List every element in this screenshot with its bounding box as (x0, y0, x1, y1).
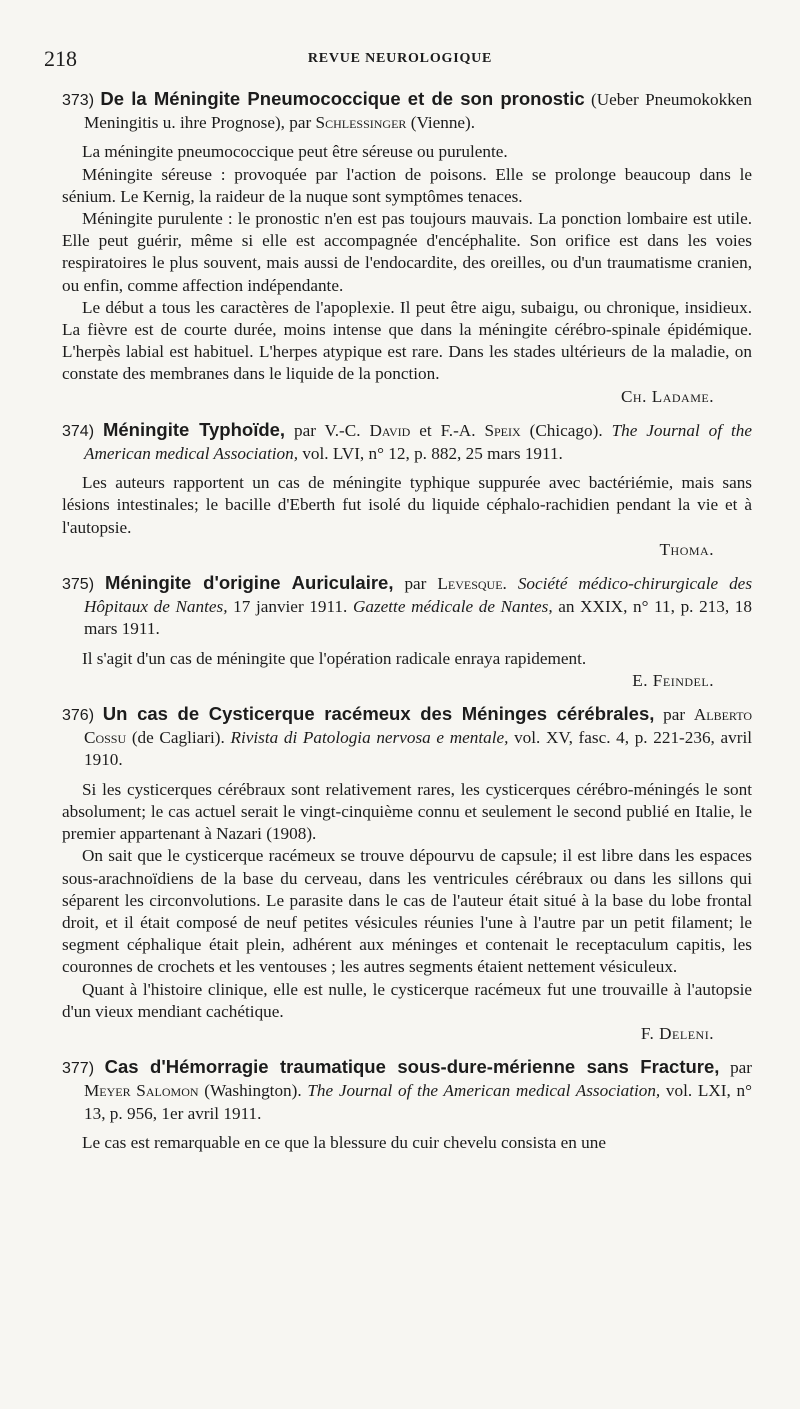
entry-heading (62, 1056, 752, 1125)
abstract-entry-375 (62, 572, 752, 692)
entry-heading (62, 419, 752, 465)
entry-citation: par (393, 574, 438, 594)
paragraph: Méningite séreuse : provoquée par l'action de poisons. Elle se prolonge beaucoup dans le sénium. Le Kernig, la raideur de la nuque sont symptômes tenaces. (62, 164, 752, 206)
paragraph: Les auteurs rapportent un cas de méningite typhique suppurée avec bactériémie, mais sans lésions intestinales; le bacille d'Eberth fut isolé du liquide céphalo-rachidien pendant la vie et à l'autopsie. (62, 473, 752, 537)
signature: E. Feindel. (632, 670, 714, 690)
entry-heading (62, 88, 752, 134)
entry-citation: par (719, 1058, 753, 1078)
entry-citation: par (654, 705, 694, 725)
entry-citation: et F.-A. (410, 420, 485, 440)
entry-citation: vol. LVI, n° 12, p. 882, 25 mars 1911. (298, 444, 563, 464)
entry-source: The Journal of the American medical Association, (307, 1081, 661, 1101)
entry-citation: vol. LXI, n° 13, p. 956, 1er avril 1911. (84, 1081, 752, 1123)
entry-number: 375) (62, 576, 95, 594)
entry-number: 373) (62, 92, 95, 109)
paragraph: Si les cysticerques cérébraux sont relativement rares, les cysticerques cérébro-méningés le sont absolument; le cas actuel serait le vingt-cinquième connu et seulement le second publié en Italie, le premier appartenant à Nazari (1908). (62, 779, 752, 844)
entry-citation: 17 janvier 1911. (227, 597, 353, 617)
entry-citation: (Washington). (198, 1081, 308, 1101)
entry-citation: (Ueber Pneumokokken Meningitis u. ihre Prognose), par (84, 90, 753, 133)
page-number: 218 (44, 46, 77, 71)
entry-citation: an XXIX, n° 11, p. 213, 18 mars 1911. (84, 597, 752, 639)
entry-title: Cas d'Hémorragie traumatique sous-dure-mérienne sans Fracture, (104, 1056, 720, 1078)
entry-citation: . (502, 574, 518, 594)
paragraph: On sait que le cysticerque racémeux se trouve dépourvu de capsule; il est libre dans les espaces sous-arachnoïdiens de la base du cerveau, dans les ventricules cérébraux ou dans les sillons qui séparent les circonvolutions. Le parasite dans le cas de l'auteur était situé à la base du lobe frontal droit, et il était composé de neuf petites vésicules réunies l'une à l'autre par un petit filament; le segment céphalique était plein, adhérent aux méninges et contenait le receptaculum capitis, les couronnes de crochets et les ventouses ; les autres segments étaient nettement vésiculeux. (62, 846, 752, 977)
entry-citation: (Chicago). (520, 420, 612, 440)
entry-source: Rivista di Patologia nervosa e mentale, (230, 728, 509, 748)
entry-number: 377) (62, 1060, 95, 1078)
entry-heading (62, 572, 752, 641)
entry-citation: (Vienne). (406, 113, 476, 133)
entry-author: Schlessinger (315, 113, 407, 133)
entry-title: Méningite Typhoïde, (102, 418, 286, 440)
paragraph: Le cas est remarquable en ce que la blessure du cuir chevelu consista en une (82, 1132, 606, 1152)
paragraph: Quant à l'histoire clinique, elle est nulle, le cysticerque racémeux fut une trouvaille à l'autopsie d'un vieux mendiant cachétique. (62, 979, 752, 1021)
entry-author: Alberto Cossu (84, 705, 752, 748)
paragraph: Méningite purulente : le pronostic n'en est pas toujours mauvais. La ponction lombaire est utile. Elle peut guérir, même si elle est accompagnée d'encéphalite. Son orifice est dans les voies respiratoires le plus souvent, mais aussi de l'endocardite, des oreilles, ou d'un traumatisme cranien, ou enfin, comme affection indépendante. (62, 209, 752, 295)
entry-title: Méningite d'origine Auriculaire, (105, 572, 394, 594)
paragraph: Le début a tous les caractères de l'apoplexie. Il peut être aigu, subaigu, ou chronique, insidieux. La fièvre est de courte durée, moins intense que dans la méningite cérébro-spinale épidémique. L'herpès labial est habituel. L'herpes atypique est rare. Dans les stades ultérieurs de la maladie, on constate des membranes dans le liquide de la ponction. (62, 297, 752, 384)
entry-source: Gazette médicale de Nantes, (352, 597, 553, 617)
entry-citation: (de Cagliari). (126, 728, 231, 748)
journal-title: REVUE NEUROLOGIQUE (307, 51, 493, 66)
paragraph: Il s'agit d'un cas de méningite que l'opération radicale enraya rapidement. (82, 648, 587, 668)
abstract-entry-374 (62, 419, 752, 561)
abstract-entry-376 (62, 703, 752, 1045)
entry-author: David (369, 420, 411, 440)
signature: Ch. Ladame. (620, 386, 714, 406)
entry-citation: par V.-C. (285, 420, 370, 440)
entry-author: Levesque (437, 574, 503, 594)
entry-author: Speix (484, 420, 521, 440)
article-body (62, 88, 752, 1165)
paragraph: La méningite pneumococcique peut être séreuse ou purulente. (82, 142, 508, 162)
signature: F. Deleni. (640, 1023, 714, 1043)
entry-citation: vol. XV, fasc. 4, p. 221-236, avril 1910. (84, 728, 752, 770)
entry-author: Meyer Salomon (84, 1081, 199, 1101)
signature: Thoma. (659, 539, 714, 559)
entry-number: 376) (62, 707, 95, 725)
abstract-entry-373 (62, 88, 752, 408)
abstract-entry-377 (62, 1056, 752, 1154)
entry-source: Société médico-chirurgicale des Hôpitaux de Nantes, (84, 574, 753, 617)
entry-title: Un cas de Cysticerque racémeux des Méninges cérébrales, (102, 703, 655, 725)
entry-heading (62, 703, 752, 772)
entry-source: The Journal of the American medical Association, (84, 420, 752, 464)
entry-title: De la Méningite Pneumococcique et de son pronostic (100, 88, 585, 109)
page-header (44, 46, 756, 72)
entry-number: 374) (62, 422, 95, 440)
